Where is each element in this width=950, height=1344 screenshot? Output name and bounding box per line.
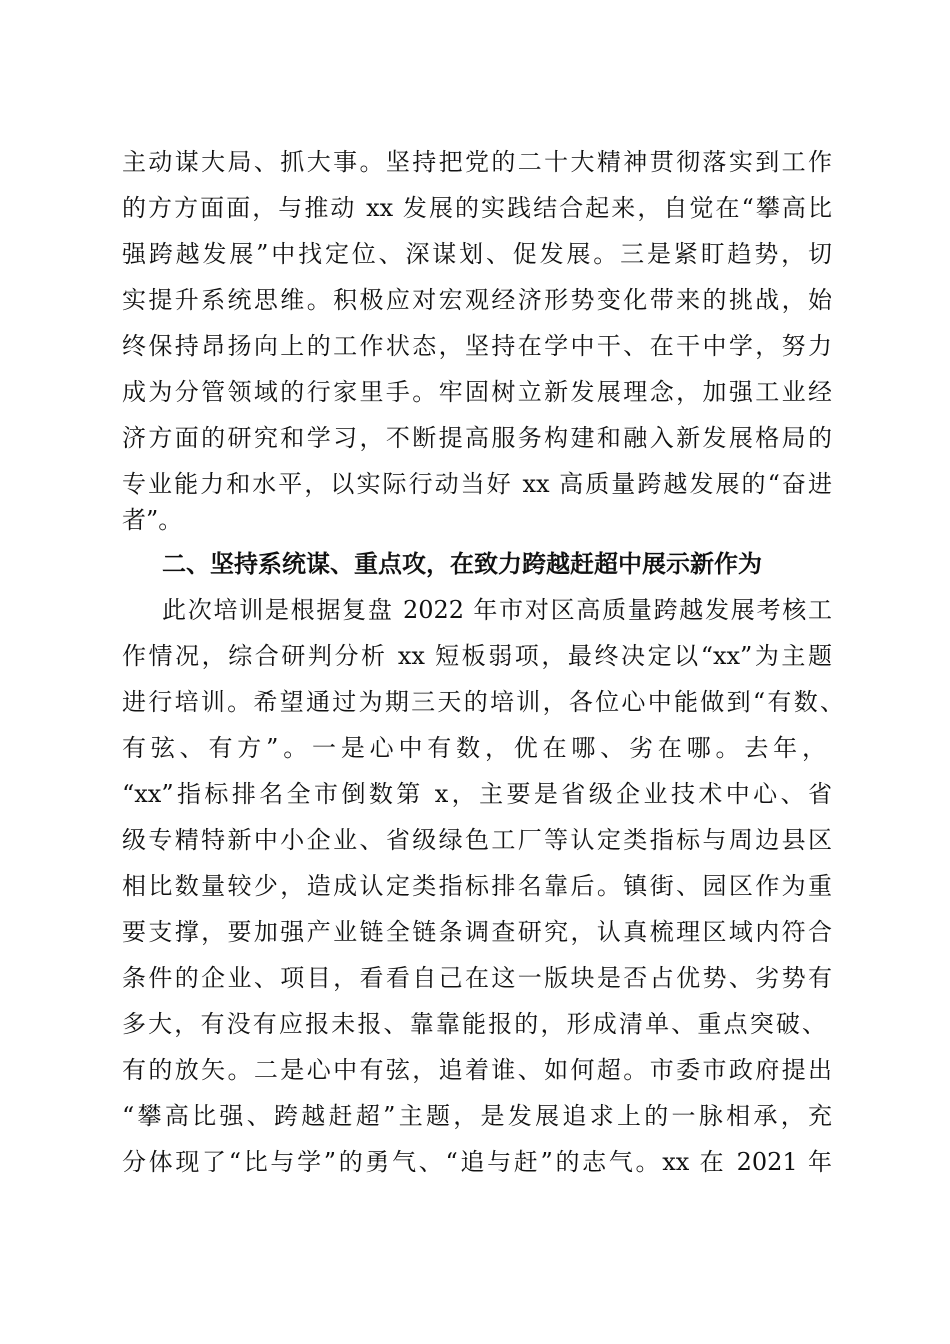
paragraph-line: 有弦、有方”。一是心中有数，优在哪、劣在哪。去年， bbox=[122, 734, 826, 762]
paragraph-line: 强跨越发展”中找定位、深谋划、促发展。三是紧盯趋势，切 bbox=[122, 240, 832, 268]
paragraph-line: 条件的企业、项目，看看自己在这一版块是否占优势、劣势有 bbox=[122, 964, 832, 992]
paragraph-line: 专业能力和水平，以实际行动当好 xx 高质量跨越发展的“奋进 bbox=[122, 470, 832, 498]
paragraph-line: 进行培训。希望通过为期三天的培训，各位心中能做到“有数、 bbox=[122, 688, 844, 716]
paragraph-line: 有的放矢。二是心中有弦，追着谁、如何超。市委市政府提出 bbox=[122, 1056, 832, 1084]
paragraph-line: 者”。 bbox=[122, 506, 183, 534]
paragraph-line: 分体现了“比与学”的勇气、“追与赶”的志气。xx 在 2021 年 bbox=[122, 1148, 832, 1176]
paragraph-line: “攀高比强、跨越赶超”主题，是发展追求上的一脉相承，充 bbox=[122, 1102, 832, 1130]
section-heading: 二、坚持系统谋、重点攻，在致力跨越赶超中展示新作为 bbox=[162, 550, 762, 578]
paragraph-line: 相比数量较少，造成认定类指标排名靠后。镇街、园区作为重 bbox=[122, 872, 832, 900]
paragraph-line: 级专精特新中小企业、省级绿色工厂等认定类指标与周边县区 bbox=[122, 826, 832, 854]
paragraph-line: 作情况，综合研判分析 xx 短板弱项，最终决定以“xx”为主题 bbox=[122, 642, 832, 670]
paragraph-line: 多大，有没有应报未报、靠靠能报的，形成清单、重点突破、 bbox=[122, 1010, 826, 1038]
paragraph-line: 的方方面面，与推动 xx 发展的实践结合起来，自觉在“攀高比 bbox=[122, 194, 832, 222]
paragraph-line: 济方面的研究和学习，不断提高服务构建和融入新发展格局的 bbox=[122, 424, 832, 452]
paragraph-line: 终保持昂扬向上的工作状态，坚持在学中干、在干中学，努力 bbox=[122, 332, 832, 360]
paragraph-line: “xx”指标排名全市倒数第 x，主要是省级企业技术中心、省 bbox=[122, 780, 832, 808]
paragraph-line: 成为分管领域的行家里手。牢固树立新发展理念，加强工业经 bbox=[122, 378, 832, 406]
paragraph-line: 主动谋大局、抓大事。坚持把党的二十大精神贯彻落实到工作 bbox=[122, 148, 832, 176]
paragraph-line: 实提升系统思维。积极应对宏观经济形势变化带来的挑战，始 bbox=[122, 286, 832, 314]
paragraph-line: 此次培训是根据复盘 2022 年市对区高质量跨越发展考核工 bbox=[162, 596, 832, 624]
paragraph-line: 要支撑，要加强产业链全链条调查研究，认真梳理区域内符合 bbox=[122, 918, 832, 946]
